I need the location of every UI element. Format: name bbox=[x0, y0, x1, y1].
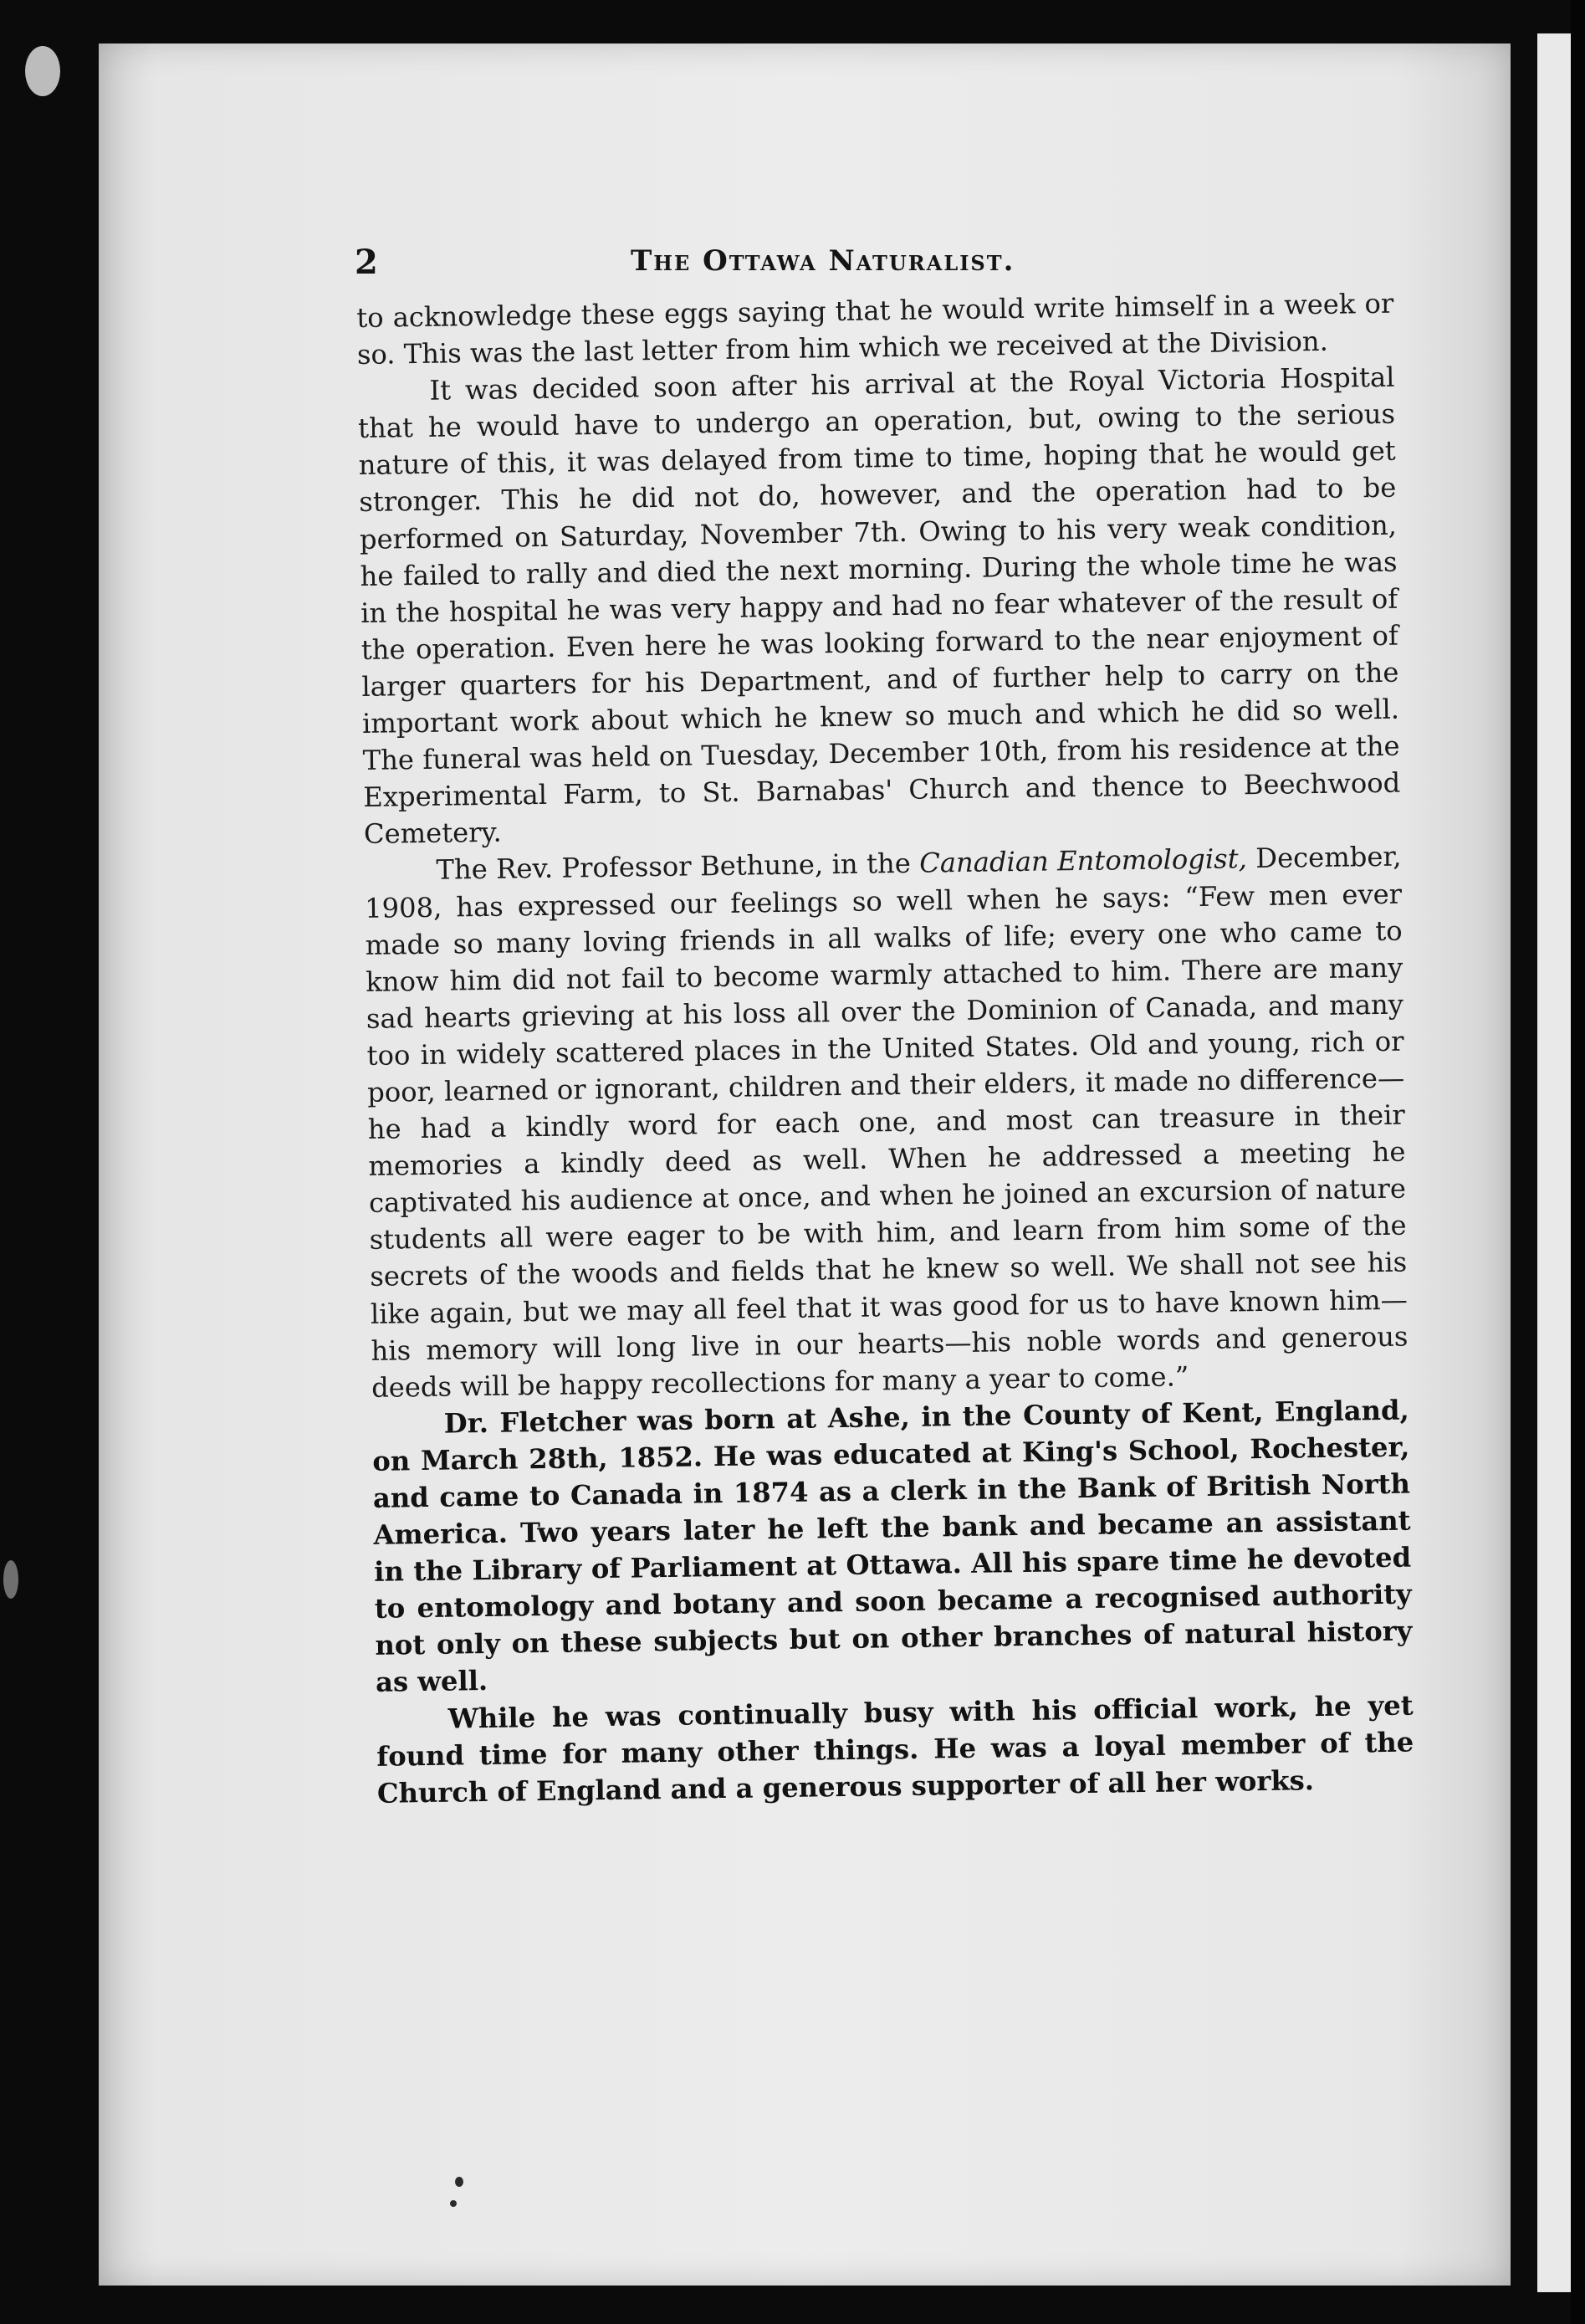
scan-border bbox=[1571, 0, 1585, 2324]
scan-blemish bbox=[3, 1560, 18, 1599]
paragraph: to acknowledge these eggs saying that he would write himself in a week or so. This was the last letter from him which we received at the Division. bbox=[356, 287, 1394, 371]
ink-speck bbox=[455, 2177, 463, 2187]
page-number: 2 bbox=[355, 243, 378, 282]
paragraph-quote bbox=[364, 838, 1409, 1406]
paragraph: Dr. Fletcher was born at Ashe, in the County of Kent, England, on March 28th, 1852. He was educated at King's School, Rochester, and came to Canada in 1874 as a clerk in the Bank of British North America. Two years later he left the bank and became an assistant in the Library of Parliament at Ottawa. All his spare time he devoted to entomology and botany and soon became a recognised authority not only on these subjects but on other branches of natural history as well. bbox=[372, 1394, 1413, 1699]
paragraph: It was decided soon after his arrival at the Royal Victoria Hospital that he would have to undergo an operation, but, owing to the serious nature of this, it was delayed from time to time, hoping that he would get stronger. This he did not do, however, and the operation had to be performed on Saturday, November 7th. Owing to his very weak condition, he failed to rally and died the next morning. During the whole time he was in the hospital he was very happy and had no fear whatever of the result of the operation. Even here he was looking forward to the near enjoyment of larger quarters for his Department, and of further help to carry on the important work about which he knew so much and which he did so well. The funeral was held on Tuesday, December 10th, from his residence at the Experimental Farm, to St. Barnabas' Church and thence to Beechwood Cemetery. bbox=[357, 361, 1401, 851]
facing-page-edge bbox=[1537, 33, 1571, 2292]
quotation-text: December, 1908, has expressed our feelings so well when he says: “Few men ever made so many loving friends in all walks of life; every one who came to know him did not fail to become warmly attached to him. There are many sad hearts grieving at his loss all over the Dominion of Canada, and many too in widely scattered places in the United States. Old and young, rich or poor, learned or ignorant, children and their elders, it made no difference—he had a kindly word for each one, and most can treasure in their memories a kindly deed as well. When he addressed a meeting he captivated his audience at once, and when he joined an excursion of nature students all were eager to be with him, and learn from him some of the secrets of the woods and fields that he knew so well. We shall not see his like again, but we may all feel that it was good for us to have known him—his memory will long live in our hearts—his noble words and generous deeds will be happy recollections for many a year to come.” bbox=[364, 841, 1409, 1404]
journal-title: Canadian Entomologist, bbox=[918, 842, 1248, 880]
paragraph-text: The Rev. Professor Bethune, in the bbox=[436, 847, 920, 887]
page-header bbox=[355, 243, 1409, 282]
scan-blemish bbox=[25, 46, 60, 96]
paragraph: While he was continually busy with his official work, he yet found time for many other things. He was a loyal member of the Church of England and a generous supporter of all her works. bbox=[376, 1689, 1414, 1810]
ink-speck bbox=[450, 2200, 457, 2207]
article-body bbox=[356, 285, 1414, 1812]
running-title: The Ottawa Naturalist. bbox=[631, 244, 1015, 278]
